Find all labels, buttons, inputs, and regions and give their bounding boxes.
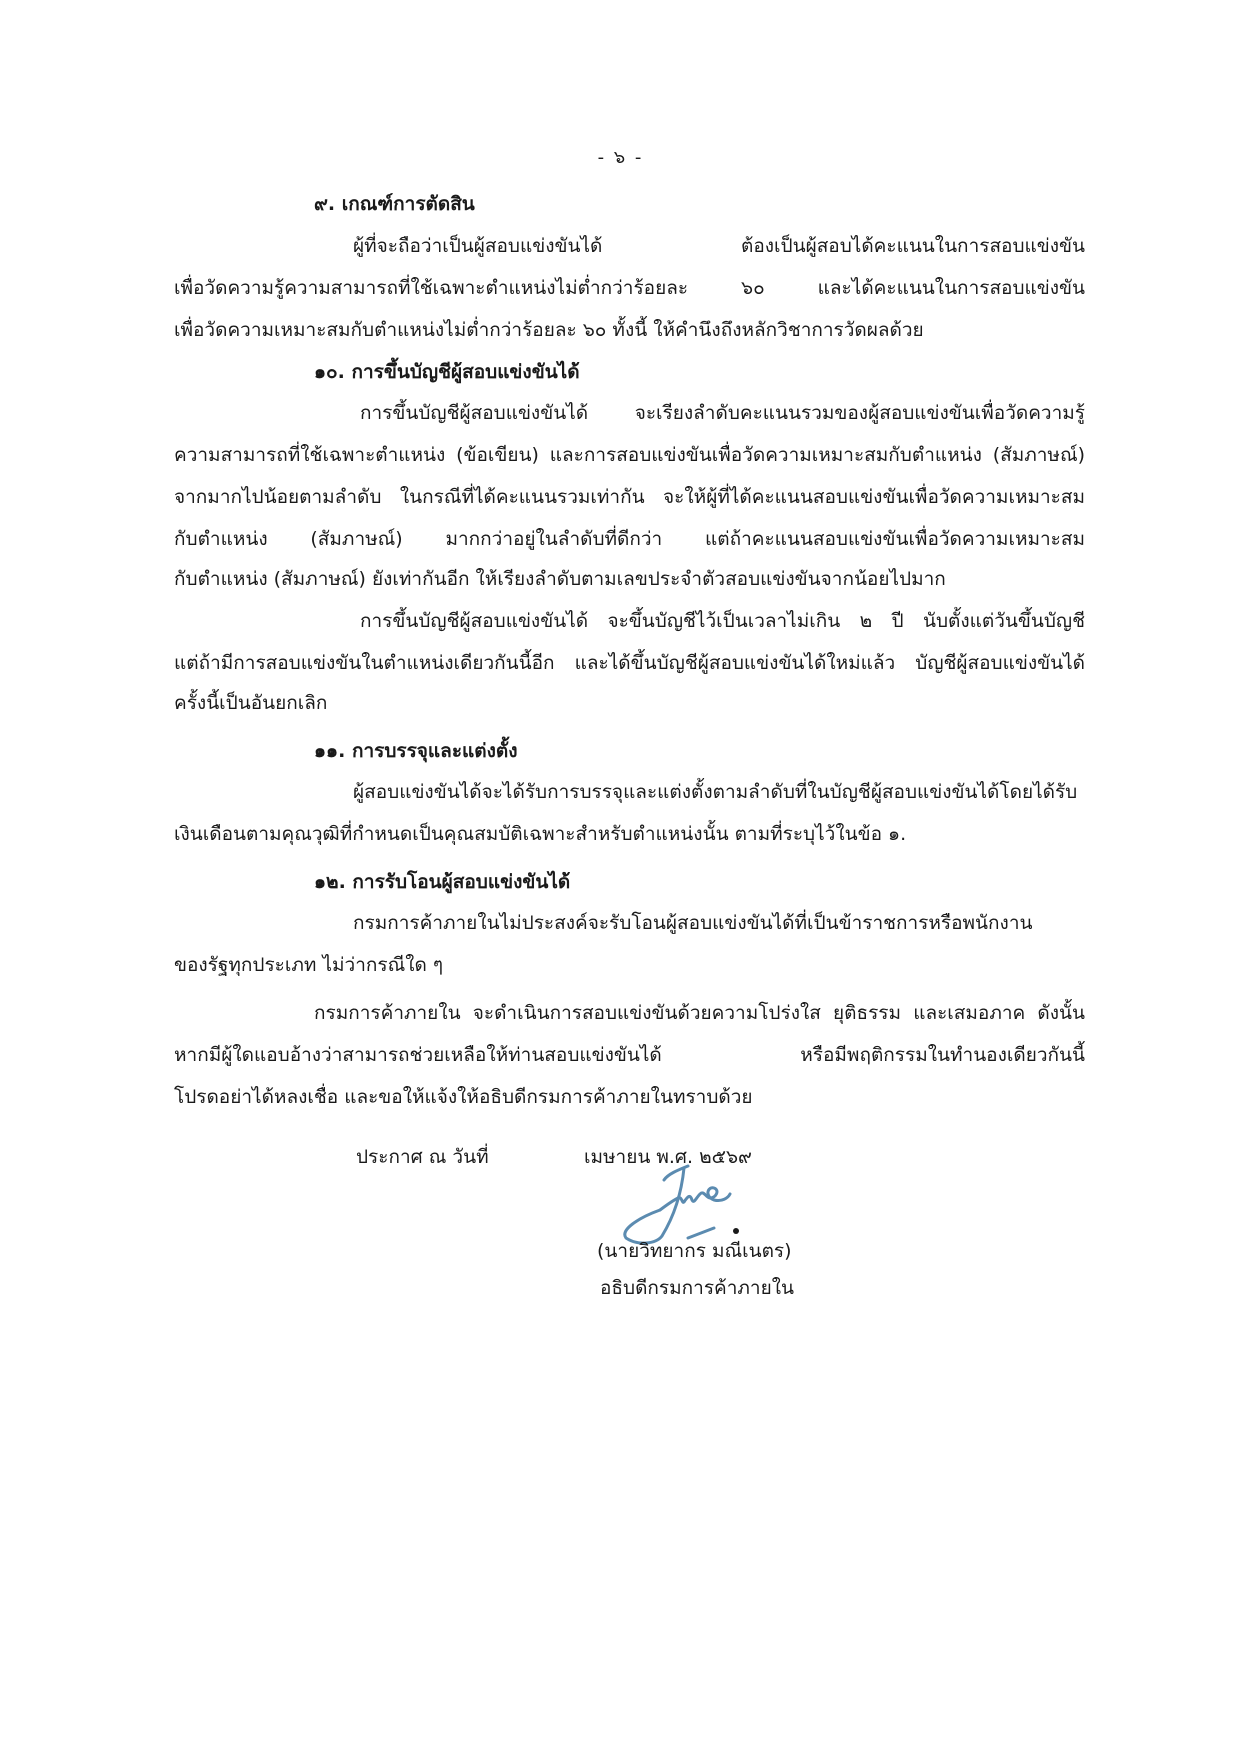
section-9-heading: ๙. เกณฑ์การตัดสิน	[314, 193, 475, 215]
closing-line: กรมการค้าภายใน จะดำเนินการสอบแข่งขันด้วยความโปร่งใส ยุติธรรม และเสมอภาค ดังนั้น	[314, 1002, 1085, 1024]
section-11-line: ผู้สอบแข่งขันได้จะได้รับการบรรจุและแต่งตั้งตามลำดับที่ในบัญชีผู้สอบแข่งขันได้โดยได้รับ	[353, 781, 1078, 803]
closing-line: หากมีผู้ใดแอบอ้างว่าสามารถช่วยเหลือให้ท่านสอบแข่งขันได้ หรือมีพฤติกรรมในทำนองเดียวกันนี้	[174, 1044, 1085, 1066]
section-10-line: การขึ้นบัญชีผู้สอบแข่งขันได้ จะเรียงลำดับคะแนนรวมของผู้สอบแข่งขันเพื่อวัดความรู้	[360, 402, 1085, 424]
section-10-line: กับตำแหน่ง (สัมภาษณ์) มากกว่าอยู่ในลำดับที่ดีกว่า แต่ถ้าคะแนนสอบแข่งขันเพื่อวัดความเหมาะสม	[174, 528, 1085, 550]
section-12-heading: ๑๒. การรับโอนผู้สอบแข่งขันได้	[314, 871, 571, 893]
section-9-line: เพื่อวัดความรู้ความสามารถที่ใช้เฉพาะตำแหน่งไม่ต่ำกว่าร้อยละ ๖๐ และได้คะแนนในการสอบแข่งขัน	[174, 277, 1085, 299]
announcement-prefix: ประกาศ ณ วันที่	[356, 1146, 489, 1168]
section-10-line: จากมากไปน้อยตามลำดับ ในกรณีที่ได้คะแนนรวมเท่ากัน จะให้ผู้ที่ได้คะแนนสอบแข่งขันเพื่อวัดความเหมาะสม	[174, 486, 1085, 508]
section-12-line: ของรัฐทุกประเภท ไม่ว่ากรณีใด ๆ	[174, 954, 444, 976]
section-10-line: แต่ถ้ามีการสอบแข่งขันในตำแหน่งเดียวกันนี้อีก และได้ขึ้นบัญชีผู้สอบแข่งขันได้ใหม่แล้ว บัญชีผู้สอบแข่งขันได้	[174, 652, 1085, 674]
page-number: - ๖ -	[597, 147, 644, 168]
section-10-line: ความสามารถที่ใช้เฉพาะตำแหน่ง (ข้อเขียน) และการสอบแข่งขันเพื่อวัดความเหมาะสมกับตำแหน่ง (สัมภาษณ์)	[174, 444, 1085, 466]
section-11-heading: ๑๑. การบรรจุและแต่งตั้ง	[314, 740, 518, 762]
section-11-line: เงินเดือนตามคุณวุฒิที่กำหนดเป็นคุณสมบัติเฉพาะสำหรับตำแหน่งนั้น ตามที่ระบุไว้ในข้อ ๑.	[174, 823, 907, 845]
section-10-line: การขึ้นบัญชีผู้สอบแข่งขันได้ จะขึ้นบัญชีไว้เป็นเวลาไม่เกิน ๒ ปี นับตั้งแต่วันขึ้นบัญชี	[360, 610, 1085, 632]
section-9-line: เพื่อวัดความเหมาะสมกับตำแหน่งไม่ต่ำกว่าร้อยละ ๖๐ ทั้งนี้ ให้คำนึงถึงหลักวิชาการวัดผลด้วย	[174, 319, 924, 341]
signatory-name: (นายวิทยากร มณีเนตร)	[597, 1240, 792, 1262]
section-10-line: ครั้งนี้เป็นอันยกเลิก	[174, 692, 328, 714]
announcement-date: เมษายน พ.ศ. ๒๕๖๙	[584, 1146, 752, 1168]
section-9-line: ผู้ที่จะถือว่าเป็นผู้สอบแข่งขันได้ ต้องเป็นผู้สอบได้คะแนนในการสอบแข่งขัน	[353, 235, 1085, 257]
signatory-title: อธิบดีกรมการค้าภายใน	[600, 1277, 794, 1299]
closing-line: โปรดอย่าได้หลงเชื่อ และขอให้แจ้งให้อธิบดีกรมการค้าภายในทราบด้วย	[174, 1086, 753, 1108]
section-10-heading: ๑๐. การขึ้นบัญชีผู้สอบแข่งขันได้	[314, 361, 580, 383]
section-10-line: กับตำแหน่ง (สัมภาษณ์) ยังเท่ากันอีก ให้เรียงลำดับตามเลขประจำตัวสอบแข่งขันจากน้อยไปมาก	[174, 568, 946, 590]
section-12-line: กรมการค้าภายในไม่ประสงค์จะรับโอนผู้สอบแข่งขันได้ที่เป็นข้าราชการหรือพนักงาน	[353, 912, 1033, 934]
